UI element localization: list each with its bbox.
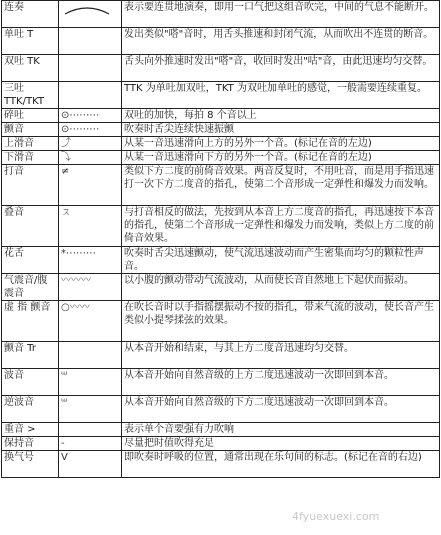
technique-name: 叠音 (2, 206, 59, 247)
table-row (2, 423, 440, 437)
mordent-icon: ᵚ (61, 370, 68, 381)
table-row (2, 165, 440, 206)
table-row (2, 151, 440, 165)
technique-name: 颤音 Tr (2, 342, 59, 369)
inverted-mordent-icon: ᵚ (61, 397, 68, 408)
symbol-cell (59, 28, 122, 55)
technique-desc: 从本音开始向自然音级的下方二度迅速波动一次即回到本音。 (122, 396, 440, 423)
watermark: 4fyuexuexi.com (292, 510, 380, 523)
technique-name: 花舌 (2, 247, 59, 274)
technique-table (1, 0, 440, 478)
breath-mark-icon: V (61, 452, 68, 463)
symbol-cell (59, 274, 122, 301)
table-row (2, 109, 440, 123)
symbol-cell (59, 165, 122, 206)
symbol-cell (59, 151, 122, 165)
symbol-cell (59, 423, 122, 437)
symbol-cell (59, 55, 122, 82)
table-row (2, 247, 440, 274)
symbol-cell (59, 137, 122, 151)
table-row (2, 137, 440, 151)
technique-name: 双吐 TK (2, 55, 59, 82)
technique-desc: 从本音开始和结束，与其上方二度音迅速均匀交替。 (122, 342, 440, 369)
symbol-cell (59, 396, 122, 423)
table-row (2, 342, 440, 369)
technique-name: 连奏 (2, 1, 59, 28)
table-row (2, 206, 440, 247)
technique-name: 上滑音 (2, 137, 59, 151)
technique-desc: 表示要连贯地演奏，即用一口气把这组音吹完，中间的气息不能断开。 (122, 1, 440, 28)
technique-desc: 吹奏时舌尖迅速颤动，使气流迅速波动而产生密集而均匀的颗粒性声音。 (122, 247, 440, 274)
technique-name: 下滑音 (2, 151, 59, 165)
technique-desc: 表示单个音要强有力吹响 (122, 423, 440, 437)
technique-desc: 与打音相反的做法，先按到从本音上方二度音的指孔，再迅速按下本音的指孔，使第二个音形成一定弹性和爆发力而发响，类似上方二度的前倚音效果。 (122, 206, 440, 247)
symbol-cell (59, 451, 122, 478)
technique-name: 波音 (2, 369, 59, 396)
technique-name: 碎吐 (2, 109, 59, 123)
grace-note-icon: ㄡ (61, 207, 71, 218)
vibrato-wave-icon: 〰〰〰 (61, 275, 91, 286)
slur-icon (61, 1, 113, 17)
symbol-cell (59, 342, 122, 369)
technique-desc: 尽量把时值吹得充足 (122, 437, 440, 451)
symbol-cell (59, 109, 122, 123)
technique-name: 颤音 (2, 123, 59, 137)
symbol-cell (59, 206, 122, 247)
table-row (2, 451, 440, 478)
table-row (2, 274, 440, 301)
table-row (2, 28, 440, 55)
technique-desc: 以小腹的颤动带动气流波动，从而使长音自然地上下起伏而振动。 (122, 274, 440, 301)
technique-name: 打音 (2, 165, 59, 206)
technique-name: 逆波音 (2, 396, 59, 423)
technique-desc: 舌头向外推速时发出"嗒"音，收回时发出"咕"音，由此迅速均匀交替。 (122, 55, 440, 82)
technique-desc: 类似下方二度的前倚音效果。两音反复时，不用吐音，而是用手指迅速打一次下方二度音的指孔，使第二个音形成一定弹性和爆发力而发响。 (122, 165, 440, 206)
technique-desc: 双吐的加快，每拍 8 个音以上 (122, 109, 440, 123)
slide-down-icon: ⤵ (61, 152, 71, 163)
beat-note-icon: ≠ (61, 166, 70, 177)
flutter-tongue-icon: *⋯⋯⋯ (61, 248, 96, 259)
table-row (2, 396, 440, 423)
tenuto-icon: - (61, 438, 65, 449)
technique-name: 三吐 TTK/TKT (2, 82, 59, 109)
technique-desc: 吹奏时舌尖连续快速振颤 (122, 123, 440, 137)
technique-desc: 从本音开始向自然音级的上方二度迅速波动一次即回到本音。 (122, 369, 440, 396)
symbol-cell (59, 123, 122, 137)
symbol-cell (59, 1, 122, 28)
table-row (2, 369, 440, 396)
technique-desc: 即吹奏时呼吸的位置，通常出现在乐句间的标志。(标记在音的右边) (122, 451, 440, 478)
symbol-cell (59, 369, 122, 396)
table-row (2, 437, 440, 451)
table-row (2, 82, 440, 109)
technique-desc: 在吹长音时以手指摇摆振动不按的指孔，带来气流的波动，使长音产生类似小提琴揉弦的效果。 (122, 301, 440, 342)
technique-desc: 从某一音迅速滑向上方的另外一个音。(标记在音的左边) (122, 137, 440, 151)
table-row (2, 1, 440, 28)
slide-up-icon: ⤴ (61, 138, 71, 149)
technique-name: 虚 指 颤音 (2, 301, 59, 342)
technique-name: 保持音 (2, 437, 59, 451)
tremolo-dots-icon: ⊙⋯⋯⋯ (61, 110, 100, 121)
technique-name: 换气号 (2, 451, 59, 478)
symbol-cell (59, 301, 122, 342)
technique-desc: 从某一音迅速滑向下方的另外一个音。(标记在音的左边) (122, 151, 440, 165)
flutter-dots-icon: ⊙⋯⋯⋯ (61, 124, 100, 135)
table-row (2, 123, 440, 137)
technique-name: 气震音/腹震音 (2, 274, 59, 301)
technique-name: 重音 > (2, 423, 59, 437)
table-row (2, 55, 440, 82)
finger-vibrato-icon: ○〰〰 (61, 302, 90, 313)
technique-desc: 发出类似"嗒"音时，用舌头推速和封闭气流，从而吹出不连贯的断音。 (122, 28, 440, 55)
technique-desc: TTK 为单吐加双吐，TKT 为双吐加单吐的感觉，一般需要连续重复。 (122, 82, 440, 109)
table-row (2, 301, 440, 342)
technique-name: 单吐 T (2, 28, 59, 55)
symbol-cell (59, 437, 122, 451)
symbol-cell (59, 247, 122, 274)
symbol-cell (59, 82, 122, 109)
